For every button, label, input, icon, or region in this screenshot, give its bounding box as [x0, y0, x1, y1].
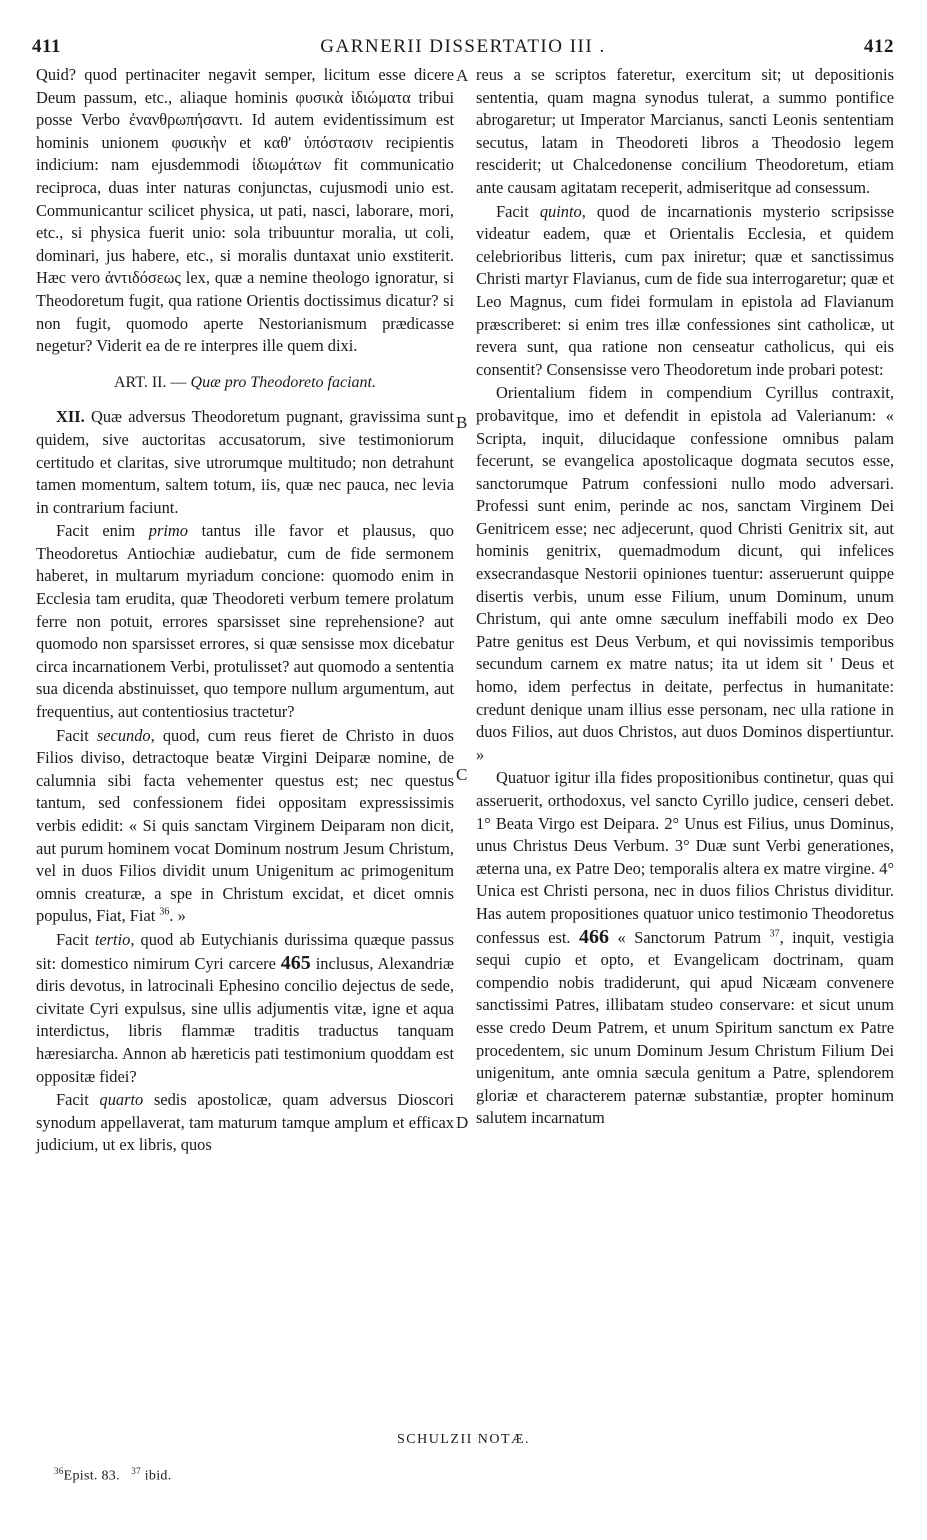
- footnote-text: ibid.: [144, 1468, 172, 1484]
- margin-marker-b: B: [456, 413, 468, 432]
- original-page-number: 466: [579, 925, 610, 948]
- section-number: XII.: [56, 407, 85, 427]
- paragraph: Facit quarto sedis apostolicæ, quam adversus Dioscori synodum appellaverat, tam maturum tamque amplum et efficax judicium, ut ex libris, quos: [36, 1090, 454, 1155]
- page-number-right: 412: [864, 36, 894, 57]
- paragraph: Orientalium fidem in compendium Cyrillus contraxit, probavitque, imo et defendit in epistola ad Valerianum: « Scripta, inquit, dilucidaque confessione omnibus palam fecerunt, se evangelica apostolicaque dogmata secutos esse, sanctorumque Patrum confessioni nullo modo adversari. Professi sunt enim, perinde ac nos, sanctam Virginem Dei Genitricem esse; nec adjecerunt, quod Christi Genitrix sit, aut hominis genitrix, quemadmodum dicunt, qui infelices exsecrandasque Nestorii opiniones tuentur: asseruerunt quippe disertis verbis, unum esse Filium, unum Dominum, unum Christum, qui ante omne sæculum ineffabili modo ex Deo Patre genitus est Deus Verbum, et qui novissimis temporibus secundum carnem ex matre natus; ita ut idem sit ' Deus et homo, idem perfectus in deitate, perfectus in humanitate: credunt denique unam illius esse personam, nec ulla ratione in duos Filios, aut duos Christos, aut duos Dominos dispertiuntur. »: [476, 383, 894, 764]
- margin-marker-d: D: [456, 1113, 469, 1132]
- left-column: [36, 64, 454, 1158]
- right-column: [476, 64, 894, 1131]
- original-page-number: 465: [280, 951, 311, 974]
- paragraph: XII. Quæ adversus Theodoretum pugnant, gravissima sunt quidem, sive auctoritas accusatorum, sive testimoniorum certitudo et claritas, sive utrorumque multitudo; non detrahunt tamen momentum, saltem totum, iis, quæ nec pauca, nec levia in contrarium faciunt.: [36, 407, 454, 517]
- paragraph: Quatuor igitur illa fides propositionibus continetur, quas qui asseruerit, orthodoxus, vel sancto Cyrillo judice, censeri debet. 1° Beata Virgo est Deipara. 2° Unus est Filius, unus Dominus, unus Christus Deus Verbum. 3° Duæ sunt Verbi generationes, æterna una, ex Patre Deo; temporalis altera ex matre virgine. 4° Unica est Christi persona, nec in duos filios Christus dividitur. Has autem propositiones quatuor unico testimonio Theodoretus confessus est. 466 « Sanctorum Patrum $^{37}$, inquit, vestigia sequi cupio et opto, et Evangelicam doctrinam, quam compendio nobis tradiderunt, qui apud Nicæam convenere sanctissimi Patres, illibatam studeo conservare: et sicut unum esse credo Deum Patrem, et unum Spiritum sanctum ex Patre procedentem, sic unum Dominum Jesum Christum Filium Dei unigenitum, ante omnia sæcula genitum a Patre, splendorem gloriæ et characterem paternæ substantiæ, propter hominum salutem incarnatum: [476, 768, 894, 1128]
- margin-marker-a: A: [456, 66, 469, 85]
- page-number-left: 411: [32, 36, 61, 57]
- footnote-ref: 36: [159, 906, 170, 918]
- footnote-number: 37: [131, 1466, 141, 1476]
- section-heading: ART. II. — Quæ pro Theodoreto faciant.: [114, 373, 376, 391]
- running-title: GARNERII DISSERTATIO III .: [320, 36, 606, 57]
- paragraph: reus a se scriptos fateretur, exercitum sit; ut depositionis sententia, quam magna synodus tulerat, a summo pontifice abrogaretur; ut Imperator Marcianus, sancti Leonis sententiam secutus, latam in Theodoreti libros a Theodosio legem resciderit; ut Chalcedonense concilium Theodoretum, etiam ante causam agitatam receperit, admiseritque ad consessum.: [476, 65, 894, 197]
- footnote-number: 36: [54, 1466, 64, 1476]
- margin-marker-c: C: [456, 765, 468, 784]
- footnote-ref: 37: [769, 928, 780, 940]
- footnotes: [54, 1466, 172, 1485]
- paragraph: Facit enim primo tantus ille favor et plausus, quo Theodoretus Antiochiæ audiebatur, cum de fide sermonem haberet, in multarum myriadum concione: quomodo enim in Ecclesia tam erudita, quæ Theodoreti verbum temere prolatum ferre non potuit, errores sparsisset sine reprehensione? aut quomodo non sparsisset errores, si quæ sensisse mox dicebatur circa incarnationem Verbi, protulisset? aut quomodo a sententia sua dicenda abstinuisset, quo tempore nullum argumentum, aut frequentius, aut contentiosius tractetur?: [36, 521, 455, 722]
- paragraph: Facit quinto, quod de incarnationis mysterio scripsisse videatur eadem, quæ et Orientalis Ecclesia, et quidem celebrioribus litteris, cum pax iniretur; quæ et sanctissimus Christi martyr Flavianus, cum de fide sua interrogaretur; quæ et Leo Magnus, cum fidei formulam in epistola ad Flavianum præscriberet: si enim tres illæ confessiones sint catholicæ, ut revera sunt, qua ratione non censeatur catholicus, qui eis consentit? Consensisse vero Theodoretum inde probari potest:: [476, 201, 894, 379]
- paragraph: Facit secundo, quod, cum reus fieret de Christo in duos Filios diviso, detractoque beatæ Virgini Deiparæ nomine, de calumnia sibi facta vehementer questus est; nec questus tantum, sed confessionem fidei oppositam expressissimis verbis edidit: « Si quis sanctam Virginem Deiparam non dicit, aut purum hominem vocat Dominum nostrum Jesum Christum, vel in duos Filios dividit unum Unigenitum ac primogenitum omnis creaturæ, a spe in Christum excidat, et dicet omnis populus, Fiat, Fiat $^{36}$. »: [36, 725, 454, 926]
- paragraph: Quid? quod pertinaciter negavit semper, licitum esse dicere Deum passum, etc., aliaque hominis φυσικὰ ἰδιώματα tribui posse Verbo ἐνανθρωπήσαντι. Id autem evidentissimum est hominis unionem φυσικὴν et καθ' ὑπόστασιν recipientis indicium: nam ejusdemmodi ἰδιωμάτων fit communicatio reciproca, duas inter naturas conjunctas, cujusmodi unio est. Communicantur scilicet physica, ut pati, nasci, laborare, mori, etc., si physica fuerit unio: sola tribuuntur moralia, ut coli, dominari, jus habere, etc., si moralis duntaxat unio exstiterit. Hæc vero ἀντιδόσεως lex, quæ a nemine theologo ignoratur, si Theodoretum fugit, qua ratione Orientis doctissimus dicatur? si non fugit, quomodo aperte Nestorianismum prædicasse negetur? Viderit ea de re interpres ille quem dixi.: [36, 65, 454, 356]
- paragraph: Facit tertio, quod ab Eutychianis durissima quæque passus sit: domestico nimirum Cyri carcere 465 inclusus, Alexandriæ diris devotus, in latrocinali Ephesino concilio dejectus de sede, civitate Cyri expulsus, sine ullis adjumentis vitæ, igne et aqua interdictus, libris flammæ traditis traductus tanquam hæresiarcha. Annon ab hæreticis pati testimonium quoddam est oppositæ fidei?: [36, 929, 454, 1086]
- footnote-text: Epist. 83.: [63, 1468, 120, 1484]
- notes-heading: SCHULZII NOTÆ.: [397, 1432, 530, 1447]
- page-header: [32, 36, 894, 64]
